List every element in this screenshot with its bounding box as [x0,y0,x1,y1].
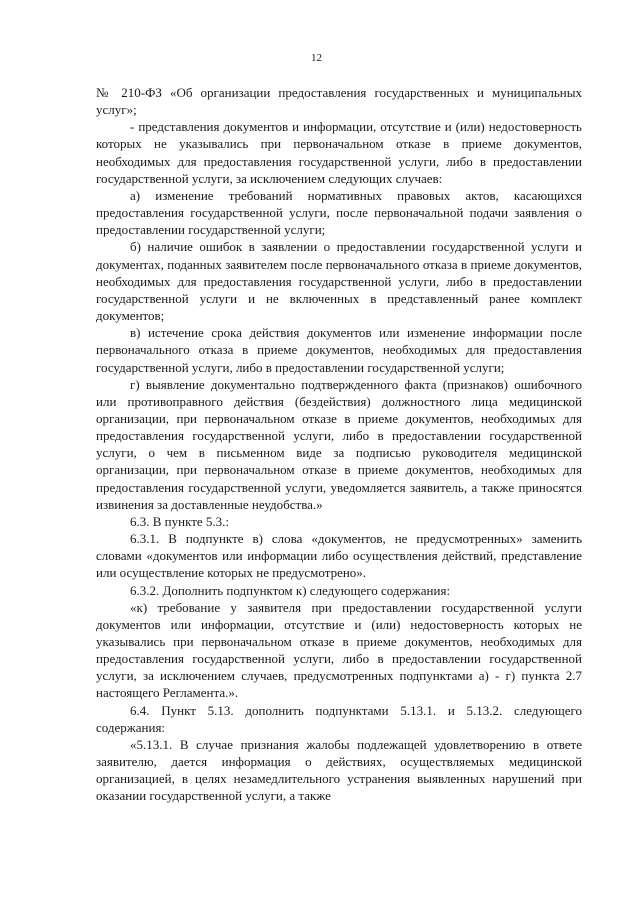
paragraph-subpoint-k: «к) требование у заявителя при предоставлении государственной услуги документов или информации, отсутствие и (или) недостоверность которых не указывались при первоначальном отказе в приеме документов, необходимых для предоставления государственной услуги, либо в предоставлении государственной услуги, за исключением случаев, предусмотренных подпунктами а) - г) пункта 2.7 настоящего Регламента.». [96,599,582,701]
paragraph-case-v: в) истечение срока действия документов или изменение информации после первоначального отказа в приеме документов, необходимых для предоставления государственной услуги, либо в предоставлении государственной услуги; [96,325,582,375]
page-number: 12 [311,52,322,64]
paragraph-6-3: 6.3. В пункте 5.3.: [130,513,230,529]
paragraph-law-reference: № 210-ФЗ «Об организации предоставления государственных и муниципальных услуг»; [96,85,582,118]
paragraph-5-13-1: «5.13.1. В случае признания жалобы подлежащей удовлетворению в ответе заявителю, дается информация о действиях, осуществляемых медицинской организацией, в целях незамедлительного устранения выявленных нарушений при оказании государственной услуги, а также [96,736,582,804]
paragraph-case-g: г) выявление документально подтвержденного факта (признаков) ошибочного или противоправного действия (бездействия) должностного лица медицинской организации, при первоначальном отказе в приеме документов, необходимых для предоставления государственной услуги, либо в предоставлении государственной услуги, о чем в письменном виде за подписью руководителя медицинской организации, при первоначальном отказе в приеме документов, необходимых для предоставления государственной услуги, уведомляется заявитель, а также приносятся извинения за доставленные неудобства.» [96,376,582,512]
paragraph-case-b: б) наличие ошибок в заявлении о предоставлении государственной услуги и документах, поданных заявителем после первоначального отказа в приеме документов, необходимых для предоставления государственной услуги, либо в предоставлении государственной услуги и не включенных в представленный ранее комплект документов; [96,239,582,324]
paragraph-6-3-1: 6.3.1. В подпункте в) слова «документов, не предусмотренных» заменить словами «документов или информации либо осуществления действий, представление или осуществление которых не предусмотрено». [96,531,582,581]
paragraph-documents-not-indicated: - представления документов и информации, отсутствие и (или) недостоверность которых не указывались при первоначальном отказе в приеме документов, необходимых для предоставления государственной услуги, либо в предоставлении государственной услуги, за исключением следующих случаев: [96,119,582,186]
paragraph-case-a: а) изменение требований нормативных правовых актов, касающихся предоставления государственной услуги, после первоначальной подачи заявления о предоставлении государственной услуги; [96,187,582,238]
paragraph-6-3-2: 6.3.2. Дополнить подпунктом к) следующего содержания: [130,582,451,598]
paragraph-6-4: 6.4. Пункт 5.13. дополнить подпунктами 5.13.1. и 5.13.2. следующего содержания: [96,702,582,735]
document-body [96,84,582,805]
